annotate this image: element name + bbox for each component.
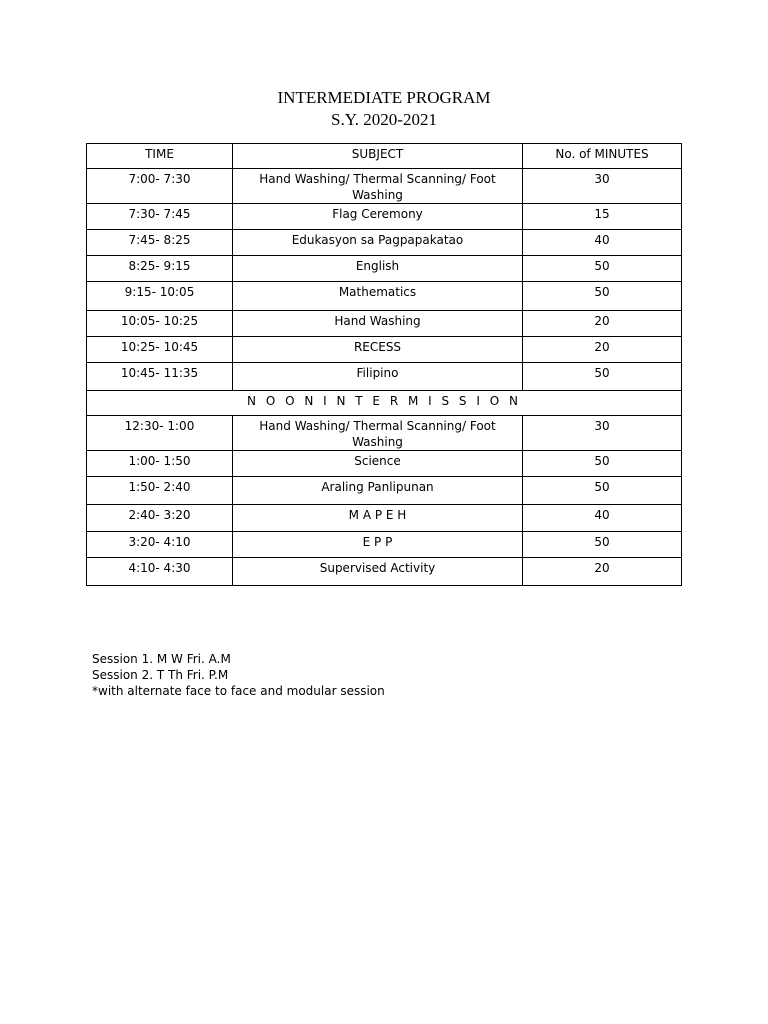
subject-cell: Edukasyon sa Pagpapakatao bbox=[233, 230, 523, 256]
minutes-cell: 20 bbox=[523, 558, 682, 586]
time-cell: 7:45- 8:25 bbox=[87, 230, 233, 256]
subject-cell: English bbox=[233, 256, 523, 282]
minutes-cell: 50 bbox=[523, 477, 682, 505]
noon-intermission-row bbox=[87, 391, 682, 416]
table-row bbox=[87, 256, 682, 282]
minutes-cell: 30 bbox=[523, 416, 682, 451]
table-row bbox=[87, 169, 682, 204]
table-row bbox=[87, 204, 682, 230]
table-row bbox=[87, 505, 682, 532]
session-note: Session 1. M W Fri. A.M bbox=[92, 652, 231, 666]
noon-intermission-label: N O O N I N T E R M I S S I O N bbox=[87, 391, 682, 416]
time-cell: 9:15- 10:05 bbox=[87, 282, 233, 311]
time-cell: 1:00- 1:50 bbox=[87, 451, 233, 477]
time-cell: 10:45- 11:35 bbox=[87, 363, 233, 391]
table-row bbox=[87, 451, 682, 477]
minutes-cell: 50 bbox=[523, 256, 682, 282]
session-notes bbox=[92, 651, 385, 699]
subject-cell: Hand Washing/ Thermal Scanning/ Foot Washing bbox=[233, 169, 523, 204]
minutes-cell: 30 bbox=[523, 169, 682, 204]
minutes-cell: 40 bbox=[523, 230, 682, 256]
table-row bbox=[87, 230, 682, 256]
table-row bbox=[87, 337, 682, 363]
subject-cell: Mathematics bbox=[233, 282, 523, 311]
time-cell: 8:25- 9:15 bbox=[87, 256, 233, 282]
subject-cell: Science bbox=[233, 451, 523, 477]
minutes-cell: 50 bbox=[523, 282, 682, 311]
table-row bbox=[87, 558, 682, 586]
table-row bbox=[87, 532, 682, 558]
header-subject: SUBJECT bbox=[233, 144, 523, 169]
time-cell: 12:30- 1:00 bbox=[87, 416, 233, 451]
subject-cell: RECESS bbox=[233, 337, 523, 363]
table-row bbox=[87, 282, 682, 311]
time-cell: 4:10- 4:30 bbox=[87, 558, 233, 586]
time-cell: 3:20- 4:10 bbox=[87, 532, 233, 558]
header-minutes: No. of MINUTES bbox=[523, 144, 682, 169]
school-year: S.Y. 2020-2021 bbox=[331, 110, 437, 129]
time-cell: 10:05- 10:25 bbox=[87, 311, 233, 337]
subject-cell: M A P E H bbox=[233, 505, 523, 532]
table-row bbox=[87, 416, 682, 451]
minutes-cell: 50 bbox=[523, 451, 682, 477]
subject-cell: Hand Washing/ Thermal Scanning/ Foot Washing bbox=[233, 416, 523, 451]
subject-cell: E P P bbox=[233, 532, 523, 558]
time-cell: 2:40- 3:20 bbox=[87, 505, 233, 532]
table-row bbox=[87, 363, 682, 391]
subject-cell: Hand Washing bbox=[233, 311, 523, 337]
table-header-row bbox=[87, 144, 682, 169]
header-time: TIME bbox=[87, 144, 233, 169]
minutes-cell: 50 bbox=[523, 532, 682, 558]
session-note: Session 2. T Th Fri. P.M bbox=[92, 668, 229, 682]
minutes-cell: 50 bbox=[523, 363, 682, 391]
minutes-cell: 15 bbox=[523, 204, 682, 230]
subject-cell: Flag Ceremony bbox=[233, 204, 523, 230]
subject-cell: Filipino bbox=[233, 363, 523, 391]
session-note: *with alternate face to face and modular session bbox=[92, 684, 385, 698]
minutes-cell: 20 bbox=[523, 337, 682, 363]
document-title: INTERMEDIATE PROGRAM bbox=[277, 88, 491, 107]
minutes-cell: 20 bbox=[523, 311, 682, 337]
table-row bbox=[87, 477, 682, 505]
time-cell: 7:30- 7:45 bbox=[87, 204, 233, 230]
subject-cell: Supervised Activity bbox=[233, 558, 523, 586]
schedule-table bbox=[86, 143, 682, 586]
subject-cell: Araling Panlipunan bbox=[233, 477, 523, 505]
time-cell: 1:50- 2:40 bbox=[87, 477, 233, 505]
time-cell: 10:25- 10:45 bbox=[87, 337, 233, 363]
time-cell: 7:00- 7:30 bbox=[87, 169, 233, 204]
minutes-cell: 40 bbox=[523, 505, 682, 532]
table-row bbox=[87, 311, 682, 337]
